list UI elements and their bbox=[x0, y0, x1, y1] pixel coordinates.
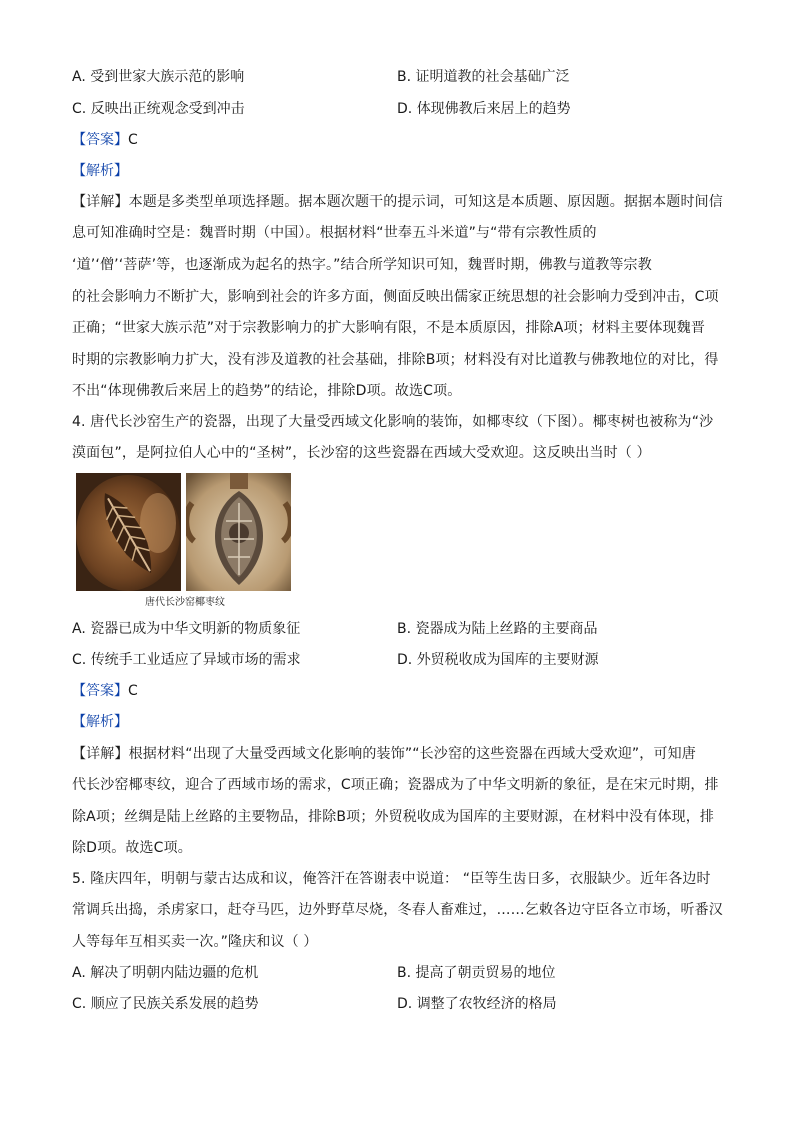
q3-option-c: C. 反映出正统观念受到冲击 bbox=[72, 101, 245, 117]
q5-option-b: B. 提高了朝贡贸易的地位 bbox=[397, 965, 556, 981]
q4-detail-line: 【详解】根据材料“出现了大量受西域文化影响的装饰”“长沙窑的这些瓷器在西域大受欢迎”，可知唐 bbox=[72, 746, 696, 762]
q3-detail-line: 息可知准确时空是：魏晋时期（中国）。根据材料“世奉五斗米道”与“带有宗教性质的 bbox=[72, 225, 597, 241]
q3-detail-line: 不出“体现佛教后来居上的趋势”的结论，排除D项。故选C项。 bbox=[72, 383, 462, 399]
q5-options-row-2 bbox=[72, 993, 732, 1015]
q4-option-d: D. 外贸税收成为国库的主要财源 bbox=[397, 652, 599, 668]
q5-stem-line: 5. 隆庆四年，明朝与蒙古达成和议，俺答汗在答谢表中说道： “臣等生齿日多，衣服缺少。近年各边时 bbox=[72, 871, 711, 887]
q3-detail-line: 时期的宗教影响力扩大，没有涉及道教的社会基础，排除B项；材料没有对比道教与佛教地位的对比，得 bbox=[72, 352, 719, 368]
q5-stem-line: 人等每年互相买卖一次。”隆庆和议（ ） bbox=[72, 934, 318, 950]
q4-options-row-2 bbox=[72, 649, 732, 671]
q5-option-a: A. 解决了明朝内陆边疆的危机 bbox=[72, 965, 259, 981]
q5-stem-line: 常调兵出捣，杀虏家口，赶夺马匹，边外野草尽烧，冬春人畜难过，……乞敕各边守臣各立市场，听番汉 bbox=[72, 902, 723, 918]
q4-option-a: A. 瓷器已成为中华文明新的物质象征 bbox=[72, 621, 301, 637]
q4-figure bbox=[76, 473, 294, 609]
q3-detail-line: 【详解】本题是多类型单项选择题。据本题次题干的提示词，可知这是本质题、原因题。据据本题时间信 bbox=[72, 194, 723, 210]
q3-options-row-1 bbox=[72, 66, 732, 88]
q4-options-row-1 bbox=[72, 618, 732, 640]
q4-option-c: C. 传统手工业适应了异域市场的需求 bbox=[72, 652, 301, 668]
q3-option-a: A. 受到世家大族示范的影响 bbox=[72, 69, 245, 85]
q3-detail-line: ‘道’‘僧’‘菩萨’等，也逐渐成为起名的热字。”结合所学知识可知，魏晋时期，佛教与道教等宗教 bbox=[72, 257, 652, 273]
q4-stem-line: 4. 唐代长沙窑生产的瓷器，出现了大量受西域文化影响的装饰，如椰枣纹（下图）。椰枣树也被称为“沙 bbox=[72, 414, 714, 430]
q5-option-d: D. 调整了农牧经济的格局 bbox=[397, 996, 557, 1012]
q4-option-b: B. 瓷器成为陆上丝路的主要商品 bbox=[397, 621, 598, 637]
q4-detail-line: 代长沙窑椰枣纹，迎合了西域市场的需求，C项正确；瓷器成为了中华文明新的象征，是在宋元时期，排 bbox=[72, 777, 719, 793]
q3-option-b: B. 证明道教的社会基础广泛 bbox=[397, 69, 570, 85]
q4-detail-line: 除A项；丝绸是陆上丝路的主要物品，排除B项；外贸税收成为国库的主要财源，在材料中没有体现，排 bbox=[72, 809, 715, 825]
q5-options-row-1 bbox=[72, 962, 732, 984]
q4-detail-line: 除D项。故选C项。 bbox=[72, 840, 192, 856]
q4-answer: 【答案】C bbox=[72, 683, 138, 699]
figure-caption: 唐代长沙窑椰枣纹 bbox=[145, 597, 225, 608]
q3-detail-line: 的社会影响力不断扩大，影响到社会的许多方面，侧面反映出儒家正统思想的社会影响力受到冲击，C项 bbox=[72, 289, 719, 305]
q3-analysis-label: 【解析】 bbox=[72, 163, 128, 179]
q3-answer: 【答案】C bbox=[72, 132, 138, 148]
q5-option-c: C. 顺应了民族关系发展的趋势 bbox=[72, 996, 259, 1012]
q3-options-row-2 bbox=[72, 98, 732, 120]
q3-detail-line: 正确；“世家大族示范”对于宗教影响力的扩大影响有限，不是本质原因，排除A项；材料主要体现魏晋 bbox=[72, 320, 705, 336]
q4-stem-line: 漠面包”，是阿拉伯人心中的“圣树”，长沙窑的这些瓷器在西域大受欢迎。这反映出当时（ ） bbox=[72, 445, 651, 461]
q4-analysis-label: 【解析】 bbox=[72, 714, 128, 730]
jar-photo-left bbox=[76, 473, 181, 591]
q3-option-d: D. 体现佛教后来居上的趋势 bbox=[397, 101, 571, 117]
jar-photo-right bbox=[186, 473, 291, 591]
